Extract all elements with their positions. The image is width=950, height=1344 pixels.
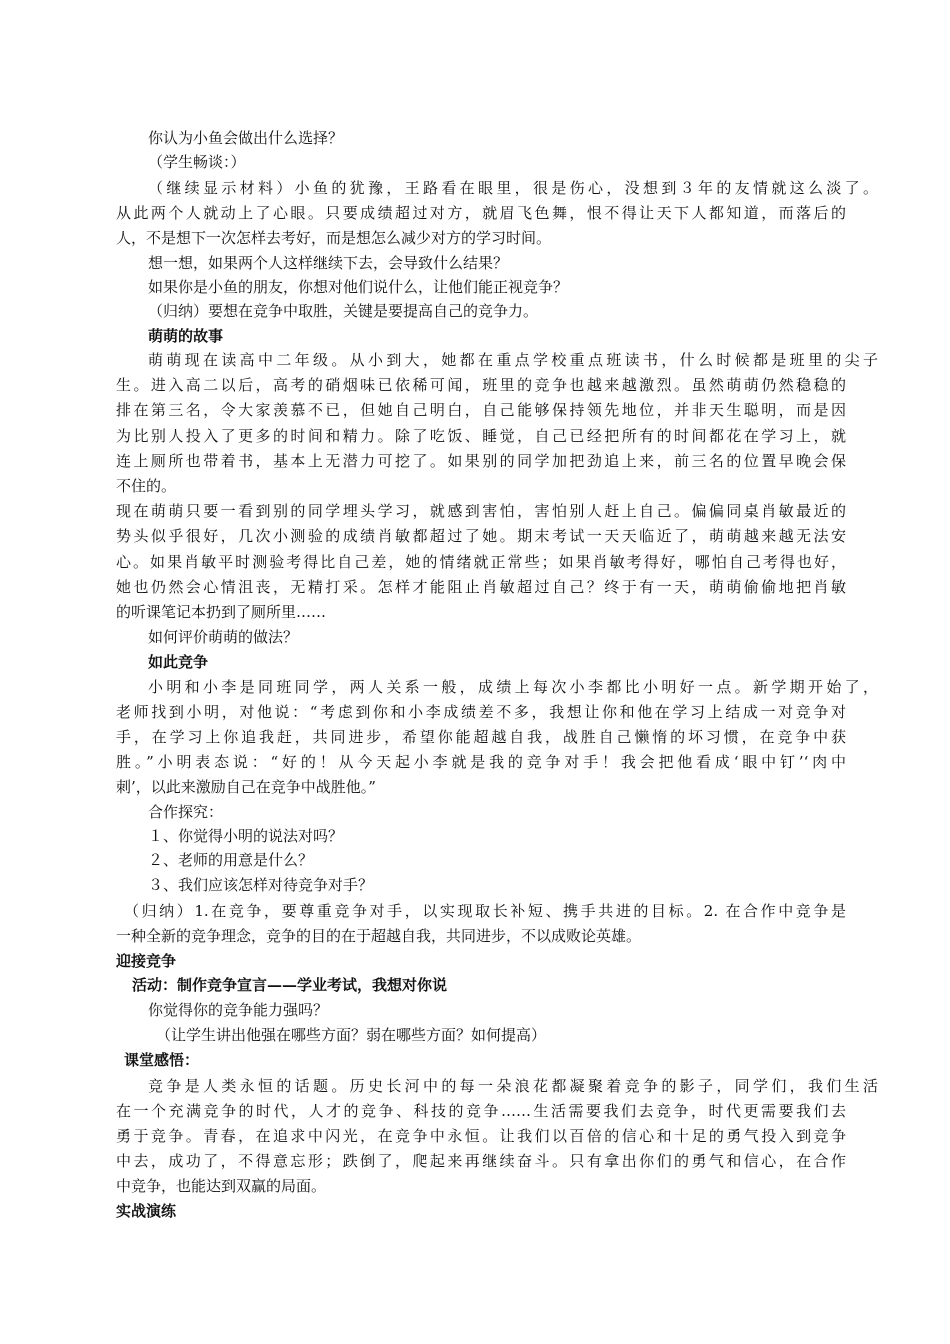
summary-line: （归纳）要想在竞争中取胜，关键是要提高自己的竞争力。 <box>148 302 539 320</box>
paragraph-line: 连上厕所也带着书，基本上无潜力可挖了。如果别的同学加把劲追上来，前三名的位置早晚会保 <box>116 452 846 470</box>
list-item: １、你觉得小明的说法对吗？ <box>148 827 344 845</box>
paragraph-line: 势头似乎很好，几次小测验的成绩肖敏都超过了她。期末考试一天天临近了，萌萌越来越无法安 <box>116 527 846 545</box>
paragraph-line: （继续显示材料）小鱼的犹豫，王路看在眼里，很是伤心，没想到３年的友情就这么淡了。 <box>148 179 878 197</box>
paragraph-line: 人，不是想下一次怎样去考好，而是想怎么减少对方的学习时间。 <box>116 229 552 247</box>
question-line: 如果你是小鱼的朋友，你想对他们说什么，让他们能正视竞争？ <box>148 278 569 296</box>
paragraph-line: 不住的。 <box>116 477 177 495</box>
paragraph-line: 刺’，以此来激励自己在竞争中战胜他。” <box>116 778 376 796</box>
paragraph-line: 从此两个人就动上了心眼。只要成绩超过对方，就眉飞色舞，恨不得让天下人都知道，而落后的 <box>116 204 846 222</box>
section-heading: 如此竞争 <box>148 653 209 671</box>
paragraph-line: 现在萌萌只要一看到别的同学埋头学习，就感到害怕，害怕别人赶上自己。偏偏同桌肖敏最近的 <box>116 502 846 520</box>
question-line: 如何评价萌萌的做法？ <box>148 628 299 646</box>
paragraph-line: 萌萌现在读高中二年级。从小到大，她都在重点学校重点班读书，什么时候都是班里的尖子 <box>148 351 878 369</box>
paragraph-line: 的听课笔记本扔到了厕所里…… <box>116 603 327 621</box>
question-line: 想一想，如果两个人这样继续下去，会导致什么结果？ <box>148 254 509 272</box>
paragraph-line: 她也仍然会心情沮丧，无精打采。怎样才能阻止肖敏超过自己？终于有一天，萌萌偷偷地把肖敏 <box>116 578 846 596</box>
paragraph-line: 手，在学习上你追我赶，共同进步，希望你能超越自我，战胜自己懒惰的坏习惯，在竞争中获 <box>116 728 846 746</box>
list-item: ３、我们应该怎样对待竞争对手？ <box>148 876 374 894</box>
section-heading: 迎接竞争 <box>116 952 177 970</box>
section-heading: 萌萌的故事 <box>148 327 224 345</box>
paragraph-line: 排在第三名，令大家羡慕不已，但她自己明白，自己能够保持领先地位，并非天生聪明，而是因 <box>116 401 846 419</box>
paragraph-line: 老师找到小明，对他说：“考虑到你和小李成绩差不多，我想让你和他在学习上结成一对竞争对 <box>116 703 846 721</box>
activity-label: 合作探究： <box>148 803 224 821</box>
summary-line: （归纳）1.在竞争，要尊重竞争对手，以实现取长补短、携手共进的目标。2. 在合作中竞争是 <box>124 902 846 920</box>
paragraph-line: 心。如果肖敏平时测验考得比自己差，她的情绪就正常些；如果肖敏考得好，哪怕自己考得也好， <box>116 553 846 571</box>
section-heading: 实战演练 <box>116 1202 177 1220</box>
student-discussion: （学生畅谈：） <box>148 153 246 171</box>
paragraph-line: 竞争是人类永恒的话题。历史长河中的每一朵浪花都凝聚着竞争的影子，同学们，我们生活 <box>148 1077 878 1095</box>
summary-line: 一种全新的竞争理念，竞争的目的在于超越自我，共同进步，不以成败论英雄。 <box>116 927 642 945</box>
paragraph-line: 胜。”小明表态说：“好的！从今天起小李就是我的竞争对手！我会把他看成‘眼中钉’‘肉中 <box>116 753 846 771</box>
section-heading: 课堂感悟： <box>124 1051 200 1069</box>
question-line: 你认为小鱼会做出什么选择？ <box>148 129 344 147</box>
paragraph-line: 勇于竞争。青春，在追求中闪光，在竞争中永恒。让我们以百倍的信心和十足的勇气投入到竞争 <box>116 1127 846 1145</box>
paragraph-line: 为比别人投入了更多的时间和精力。除了吃饭、睡觉，自己已经把所有的时间都花在学习上，就 <box>116 427 846 445</box>
question-line: 你觉得你的竞争能力强吗？ <box>148 1001 329 1019</box>
paragraph-line: 中去，成功了，不得意忘形；跌倒了，爬起来再继续奋斗。只有拿出你们的勇气和信心，在合作 <box>116 1152 846 1170</box>
paragraph-line: 在一个充满竞争的时代，人才的竞争、科技的竞争……生活需要我们去竞争，时代更需要我们去 <box>116 1102 846 1120</box>
note-line: （让学生讲出他强在哪些方面？弱在哪些方面？如何提高） <box>156 1026 547 1044</box>
activity-heading: 活动：制作竞争宣言——学业考试，我想对你说 <box>132 976 448 994</box>
paragraph-line: 小明和小李是同班同学，两人关系一般，成绩上每次小李都比小明好一点。新学期开始了， <box>148 678 878 696</box>
list-item: ２、老师的用意是什么？ <box>148 851 314 869</box>
paragraph-line: 中竞争，也能达到双赢的局面。 <box>116 1177 327 1195</box>
paragraph-line: 生。进入高二以后，高考的硝烟味已依稀可闻，班里的竞争也越来越激烈。虽然萌萌仍然稳稳的 <box>116 376 846 394</box>
